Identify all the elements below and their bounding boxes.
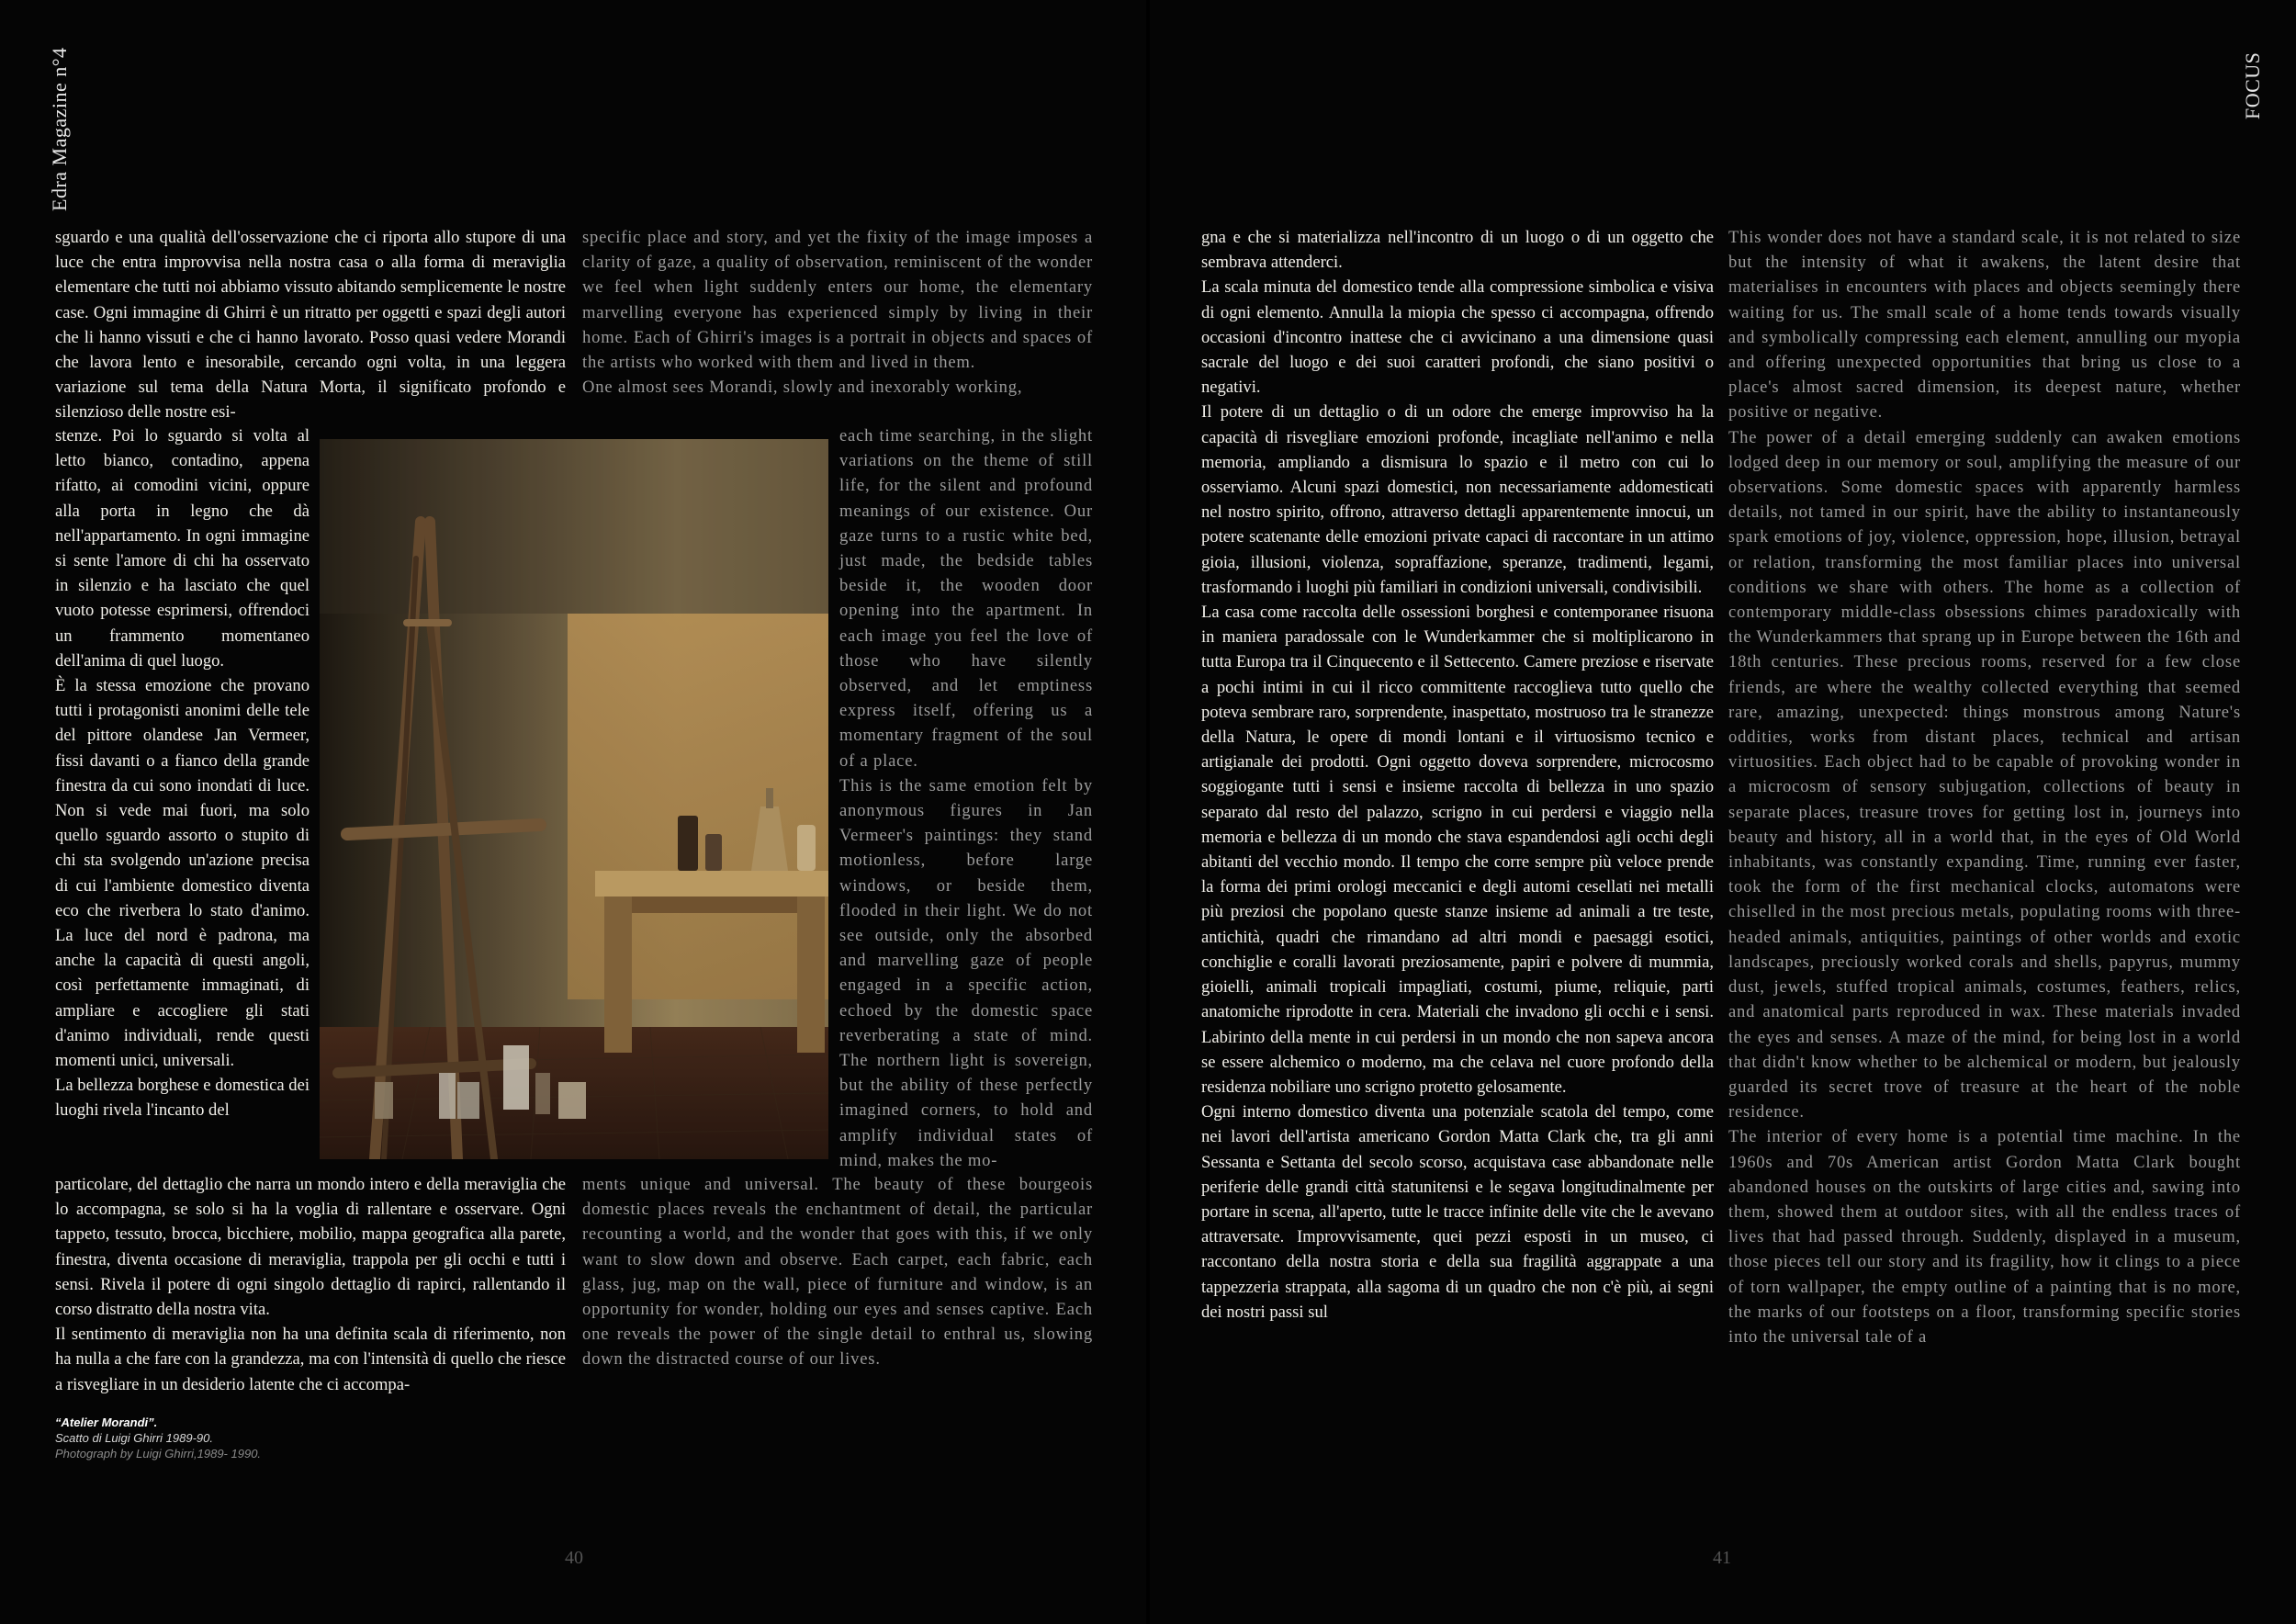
spread-gutter bbox=[1146, 0, 1150, 1624]
paragraph: This is the same emotion felt by anonymous figures in Jan Vermeer's paintings: they stand motionless, before large windows, or beside them, flooded in their light. We do not see outside, only the absorbed and marvelling gaze of people engaged in a specific action, echoed by the domestic space reverberating a state of mind. The northern light is sovereign, but the ability of these perfectly imagined corners, to hold and amplify individual states of mind, makes the mo- bbox=[839, 775, 1093, 1170]
paragraph: Ogni interno domestico diventa una potenziale scatola del tempo, come nei lavori dell'artista americano Gordon Matta Clark che, tra gli anni Sessanta e Settanta del secolo scorso, acquistava case abbandonate nelle periferie delle grandi città statunitensi e le segava longitudinalmente per portare in scena, all'aperto, tutte le tracce infinite delle vite che le avevano attraversate. Improvvisamente, quei pezzi esposti in un museo, ci raccontano della nostra storia e della sua fragilità aggrappate a una tappezzeria strappata, alla sagoma di un quadro che non c'è più, ai segni dei nostri passi sul bbox=[1201, 1102, 1714, 1322]
caption-english: Photograph by Luigi Ghirri,1989- 1990. bbox=[55, 1447, 262, 1460]
caption-italian: Scatto di Luigi Ghirri 1989-90. bbox=[55, 1431, 213, 1445]
paragraph: stenze. Poi lo sguardo si volta al letto bianco, contadino, appena rifatto, ai comodini vicini, oppure alla porta in legno che dà nell'appartamento. In ogni immagine si sente l'amore di chi ha osservato in silenzio e ha lasciato che quel vuoto potesse esprimersi, offrendoci un frammento momentaneo dell'anima di quel luogo. bbox=[55, 426, 310, 671]
paragraph: each time searching, in the slight variations on the theme of still life, for the silent and profound meanings of our existence. Our gaze turns to a rustic white bed, just made, the bedside tables beside it, the wooden door opening into the apartment. In each image you feel the love of those who have silently observed, and let emptiness express itself, offering us a momentary fragment of the soul of a place. bbox=[839, 426, 1093, 771]
page-number-left: 40 bbox=[565, 1548, 583, 1568]
atelier-morandi-photo bbox=[320, 439, 828, 1159]
paragraph: La bellezza borghese e domestica dei luoghi rivela l'incanto del bbox=[55, 1076, 310, 1121]
studio-easel-image bbox=[320, 439, 828, 1159]
paragraph: One almost sees Morandi, slowly and inexorably working, bbox=[582, 378, 1023, 398]
paragraph: The interior of every home is a potential time machine. In the 1960s and 70s American artist Gordon Matta Clark bought abandoned houses on the outskirts of large cities and, sawing into them, showed them at outdoor sites, with all the endless traces of lives that had passed through. Suddenly, displayed in a museum, those pieces tell our story and its fragility, how it clings to a piece of torn wallpaper, the empty outline of a painting that is no more, the marks of our footsteps on a floor, transforming specific stories into the universal tale of a bbox=[1728, 1127, 2241, 1347]
magazine-title: Edra Magazine n°4 bbox=[48, 47, 71, 211]
italian-column-bottom bbox=[55, 1172, 566, 1397]
paragraph: particolare, del dettaglio che narra un mondo intero e della meraviglia che lo accompagna, se solo si ha la voglia di rallentare e osservare. Ogni tappeto, tessuto, brocca, bicchiere, mobilio, mappa geografica alla parete, finestra, diventa occasione di meraviglia, trappola per gli occhi e tutti i sensi. Rivela il potere di ogni singolo dettaglio di rapirci, rallentando il corso distratto della nostra vita. bbox=[55, 1175, 566, 1320]
page-number-right: 41 bbox=[1713, 1548, 1731, 1568]
photo-caption bbox=[55, 1415, 261, 1461]
italian-column-narrow bbox=[55, 423, 310, 1123]
caption-title: “Atelier Morandi”. bbox=[55, 1415, 158, 1429]
italian-column-right bbox=[1201, 225, 1714, 1325]
paragraph: ments unique and universal. The beauty of these bourgeois domestic places reveals the enchantment of detail, the particular recounting a world, and the wonder that goes with this, if we only want to slow down and observe. Each carpet, each fabric, each glass, jug, map on the wall, piece of furniture and window, is an opportunity for wonder, holding our eyes and senses captive. Each one reveals the power of the single detail to enthral us, slowing down the distracted course of our lives. bbox=[582, 1175, 1093, 1370]
italian-column-top bbox=[55, 225, 566, 425]
english-column-right bbox=[1728, 225, 2241, 1349]
paragraph: La scala minuta del domestico tende alla compressione simbolica e visiva di ogni elemento. Annulla la miopia che spesso ci accompagna, offrendo occasioni d'incontro inattese che ci avvicinano a una dimensione quasi sacrale del luogo e dei suoi caratteri profondi, che siano positivi o negativi. bbox=[1201, 277, 1714, 398]
english-column-top bbox=[582, 225, 1093, 400]
section-label: FOCUS bbox=[2241, 51, 2264, 119]
paragraph: È la stessa emozione che provano tutti i protagonisti anonimi delle tele del pittore olandese Jan Vermeer, fissi davanti o a fianco della grande finestra da cui sono inondati di luce. Non si vede mai fuori, ma solo quello sguardo assorto o stupito di chi sta svolgendo un'azione precisa di cui l'ambiente domestico diventa eco che riverbera lo stato d'animo. La luce del nord è padrona, ma anche la capacità di questi angoli, così perfettamente immaginati, di ampliare e accogliere gli stati d'animo individuali, rende questi momenti unici, universali. bbox=[55, 676, 310, 1071]
paragraph: Il potere di un dettaglio o di un odore che emerge improvviso ha la capacità di risvegliare emozioni profonde, incagliate nell'animo e nella memoria, ampliando a dismisura lo spazio e il metro con cui lo osserviamo. Alcuni spazi domestici, non necessariamente addomesticati nel nostro spirito, offrono, attraverso dettagli apparentemente innocui, un potere scatenante delle emozioni private capaci di raccontare in un attimo gioia, illusioni, violenza, sopraffazione, speranze, tradimenti, legami, trasformando i luoghi più familiari in condizioni universali, condivisibili. bbox=[1201, 402, 1714, 597]
english-column-narrow bbox=[839, 423, 1093, 1173]
paragraph: gna e che si materializza nell'incontro di un luogo o di un oggetto che sembrava attenderci. bbox=[1201, 228, 1714, 273]
english-column-bottom bbox=[582, 1172, 1093, 1372]
paragraph: The power of a detail emerging suddenly can awaken emotions lodged deep in our memory or soul, amplifying the measure of our observations. Some domestic spaces with apparently harmless details, not tamed in our spirit, have the ability to instantaneously spark emotions of joy, violence, oppression, hope, illusion, betrayal or relation, transforming the most familiar places into universal conditions we share with others. The home as a collection of contemporary middle-class obsessions chimes paradoxically with the Wunderkammers that sprang up in Europe between the 16th and 18th centuries. These precious rooms, reserved for a few close friends, are where the wealthy collected everything that seemed rare, amazing, unexpected: things monstrous among Nature's oddities, works from distant places, technical and artisan virtuosities. Each object had to be capable of provoking wonder in a microcosm of sensory subjugation, collections of beauty in separate places, treasure troves for getting lost in, journeys into beauty and history, all in a world that, in the eyes of Old World inhabitants, was constantly expanding. Time, running ever faster, took the form of the first mechanical clocks, automatons were chiselled in the most precious metals, populating rooms with three-headed animals, antiquities, paintings of other worlds and exotic landscapes, preciously worked corals and shells, papyrus, mummy dust, jewels, stuffed tropical animals, costumes, feathers, relics, and anatomical parts reproduced in wax. These materials invaded the eyes and senses. A maze of the mind, for being lost in a world that didn't know whether to be alchemical or modern, but jealously guarded its secret trove of treasure at the heart of the noble residence. bbox=[1728, 427, 2241, 1122]
paragraph: This wonder does not have a standard scale, it is not related to size but the intensity of what it awakens, the latent desire that materialises in encounters with places and objects seemingly there waiting for us. The small scale of a home tends towards visually and symbolically compressing each element, annulling our myopia and offering unexpected opportunities that bring us close to a place's almost sacred dimension, its deepest nature, whether positive or negative. bbox=[1728, 228, 2241, 423]
paragraph: sguardo e una qualità dell'osservazione che ci riporta allo stupore di una luce che entra improvvisa nella nostra casa o alla forma di meraviglia elementare che tutti noi abbiamo vissuto abitando semplicemente le nostre case. Ogni immagine di Ghirri è un ritratto per oggetti e spazi degli autori che li hanno vissuti e che ci hanno lavorato. Posso quasi vedere Morandi che lavora lento e inesorabile, cercando ogni volta, in una leggera variazione sul tema della Natura Morta, il significato profondo e silenzioso delle nostre esi- bbox=[55, 228, 566, 423]
paragraph: Il sentimento di meraviglia non ha una definita scala di riferimento, non ha nulla a che fare con la grandezza, ma con l'intensità di quello che riesce a risvegliare in un desiderio latente che ci accompa- bbox=[55, 1325, 566, 1394]
paragraph: La casa come raccolta delle ossessioni borghesi e contemporanee risuona in maniera paradossale con le Wunderkammer che si moltiplicarono in tutta Europa tra il Cinquecento e il Settecento. Camere preziose e riservate a pochi intimi in cui il ricco committente raccoglieva tutto quello che poteva sembrare raro, sorprendente, inaspettato, mostruoso tra le stranezze della Natura, le opere di mondi lontani e il virtuosismo tecnico e artigianale dei prodotti. Ogni oggetto doveva sorprendere, microcosmo soggiogante tutti i sensi e insieme raccolta di bellezza in uno spazio separato dal resto del palazzo, scrigno in cui perdersi e viaggio nella memoria e bellezza di un mondo che stava espandendosi agli occhi degli abitanti del vecchio mondo. Il tempo che corre sempre più veloce prende la forma dei primi orologi meccanici e degli automi cesellati nei metalli più preziosi che popolano queste stanze insieme ad animali a tre teste, antichità, quadri che rimandano ad altri mondi e paesaggi esotici, conchiglie e coralli lavorati preziosamente, papiri e polvere di mummia, gioielli, animali tropicali impagliati, costumi, piume, reliquie, parti anatomiche riprodotte in cera. Materiali che invadono gli occhi e i sensi. Labirinto della mente in cui perdersi in un mondo che non sapeva ancora se essere alchemico o moderno, ma che celava nel cuore profondo della residenza nobiliare uno scrigno protetto gelosamente. bbox=[1201, 603, 1714, 1097]
paragraph: specific place and story, and yet the fixity of the image imposes a clarity of gaze, a quality of observation, reminiscent of the wonder we feel when light suddenly enters our home, the elementary marvelling everyone has experienced simply by living in their home. Each of Ghirri's images is a portrait in objects and spaces of the artists who worked with them and lived in them. bbox=[582, 228, 1093, 373]
